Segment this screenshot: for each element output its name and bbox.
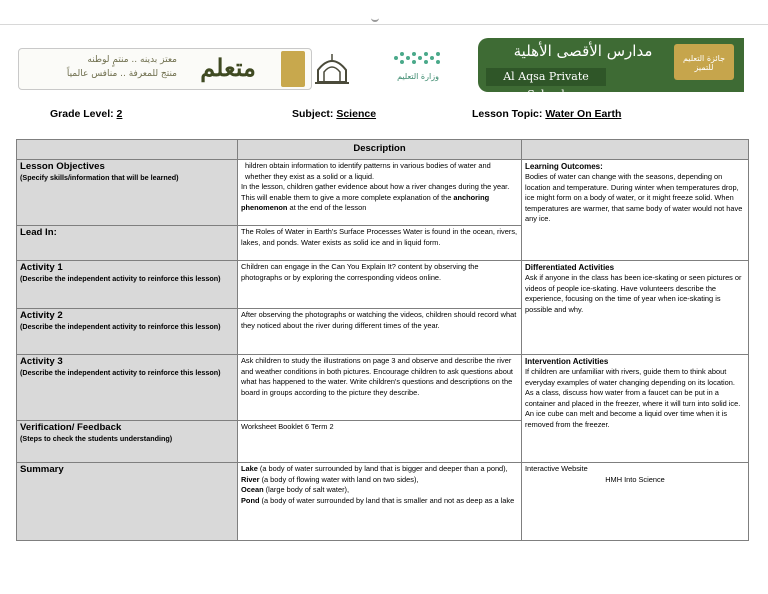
school-name-english: Al Aqsa Private School [486, 68, 606, 86]
learning-outcomes-cell [522, 160, 749, 261]
header-blank-right [522, 140, 749, 160]
pond-term: Pond [241, 495, 260, 505]
row-subtitle: (Describe the independent activity to reinforce this lesson) [20, 368, 221, 377]
interactive-website-label: Interactive Website [525, 464, 588, 473]
objectives-paragraph-2 [241, 182, 518, 214]
lake-term: Lake [241, 464, 258, 473]
activity-3-label [17, 355, 238, 421]
row-subtitle: (Specify skills/information that will be learned) [20, 173, 179, 182]
page-top-mark [371, 14, 379, 22]
row-title: Activity 1 [20, 262, 63, 273]
interactive-website-name: HMH Into Science [605, 474, 665, 484]
mutaalem-logo-box [18, 48, 312, 90]
table-row [17, 261, 749, 309]
lesson-plan-table [16, 139, 749, 541]
lead-in-label [17, 226, 238, 261]
grade-level-value: 2 [116, 108, 123, 120]
row-subtitle: (Describe the independent activity to reinforce this lesson) [20, 274, 221, 283]
grade-level-label: Grade Level: [50, 108, 114, 120]
ocean-term: Ocean [241, 485, 264, 495]
activity-3-text: Ask children to study the illustrations on page 3 and observe and describe the river and weather conditions in both pictures. Encourage children to ask questions about what has happened to the water. Write children's questions and descriptions on the board in groups according to the picture they describe. [238, 355, 522, 421]
description-header: Description [238, 140, 522, 160]
activity-1-text: Children can engage in the Can You Explain It? content by observing the photographs or by exploring the corresponding videos online. [238, 261, 522, 309]
verification-feedback-text: Worksheet Booklet 6 Term 2 [238, 421, 522, 463]
row-title: Lead In: [20, 227, 57, 238]
summary-label [17, 463, 238, 541]
intervention-activities-text: If children are unfamiliar with rivers, guide them to think about everyday examples of water changing depending on its location. As a class, discuss how water from a faucet can be put in a container and placed in the freezer, where it will turn into solid ice. An ice cube can melt and become a liquid over time when it is removed from the freezer. [525, 367, 741, 429]
pond-definition: (a body of water surrounded by land that is smaller and not as deep as a lake [261, 495, 515, 505]
differentiated-activities-text: Ask if anyone in the class has been ice-skating or seen pictures or videos of people ice-skating. Have volunteers describe the experience, focusing on the time of year when ice-skating is possible and why. [525, 273, 742, 314]
table-row [17, 463, 749, 541]
school-banner [10, 36, 758, 100]
learning-outcomes-title: Learning Outcomes: [525, 162, 603, 171]
lesson-objectives-label [17, 160, 238, 226]
lesson-topic-value: Water On Earth [545, 108, 622, 120]
tagline-line-1: معتز بدينه .. منتمٍ لوطنه [87, 55, 177, 65]
grade-level [50, 108, 122, 120]
row-title: Activity 2 [20, 310, 63, 321]
table-header-row [17, 140, 749, 160]
objectives-text-part: In the lesson, children gather evidence about how a river changes during the year. This will enable them to give a more complete explanation of the [241, 182, 510, 202]
lake-definition: (a body of water surrounded by land that is bigger and deeper than a pond), [259, 464, 508, 473]
lesson-topic [472, 108, 621, 120]
anchoring-phenomenon-term: anchoring phenomenon [241, 192, 490, 213]
award-badge-text: جائزة التعليم للتميز [682, 54, 726, 72]
subject [292, 108, 376, 120]
intervention-activities-cell [522, 355, 749, 463]
row-subtitle: (Steps to check the students understanding) [20, 434, 173, 443]
lesson-objectives-text [238, 160, 522, 226]
row-title: Lesson Objectives [20, 161, 105, 172]
subject-value: Science [336, 108, 377, 120]
differentiated-activities-cell [522, 261, 749, 355]
table-row [17, 355, 749, 421]
tagline-line-2: منتج للمعرفة .. منافس عالمياً [66, 69, 177, 79]
row-subtitle: (Describe the independent activity to reinforce this lesson) [20, 322, 221, 331]
mutaalem-badge-icon [281, 51, 305, 87]
mutaalem-logo-text: متعلم [200, 53, 256, 82]
learning-outcomes-text: Bodies of water can change with the seasons, depending on location and temperature. During winter when temperatures drop, ice might form on a body of water, or it might freeze solid. When temperatures are warmer, that same body of water would not have any ice. [525, 172, 743, 224]
activity-2-text: After observing the photographs or watching the videos, children should record what they noticed about the river during different times of the year. [238, 309, 522, 355]
page-top-rule [0, 24, 768, 25]
school-logo-box [478, 38, 744, 101]
lead-in-text: The Roles of Water in Earth's Surface Processes Water is found in the ocean, rivers, lakes, and ponds. Water exists as solid ice and in liquid form. [238, 226, 522, 261]
ministry-name: وزارة التعليم [397, 72, 439, 81]
ocean-definition: (large body of salt water), [265, 485, 350, 495]
summary-pond [241, 496, 518, 507]
table-row [17, 160, 749, 226]
activity-2-label [17, 309, 238, 355]
ministry-dots-icon [392, 48, 444, 68]
excellence-award-badge [674, 44, 734, 80]
summary-lake [241, 464, 518, 475]
header-blank-left [17, 140, 238, 160]
intervention-activities-title: Intervention Activities [525, 357, 609, 366]
row-title: Activity 3 [20, 356, 63, 367]
objectives-paragraph-1: hildren obtain information to identify patterns in various bodies of water and whether they exist as a solid or a liquid. [245, 161, 491, 181]
summary-ocean [241, 485, 518, 496]
subject-label: Subject: [292, 108, 334, 120]
aqsa-dome-emblem-icon [312, 48, 352, 88]
activity-1-label [17, 261, 238, 309]
river-definition: (a body of flowing water with land on two sides), [261, 474, 419, 484]
row-title: Summary [20, 464, 64, 475]
verification-feedback-label [17, 421, 238, 463]
river-term: River [241, 474, 260, 484]
ministry-logo [382, 46, 454, 90]
school-name-arabic: مدارس الأقصى الأهلية [513, 42, 653, 60]
objectives-text-end: at the end of the lesson [289, 203, 367, 213]
summary-text [238, 463, 522, 541]
summary-river [241, 475, 518, 486]
interactive-website-cell [522, 463, 749, 541]
row-title: Verification/ Feedback [20, 422, 122, 433]
differentiated-activities-title: Differentiated Activities [525, 263, 615, 272]
lesson-topic-label: Lesson Topic: [472, 108, 543, 120]
